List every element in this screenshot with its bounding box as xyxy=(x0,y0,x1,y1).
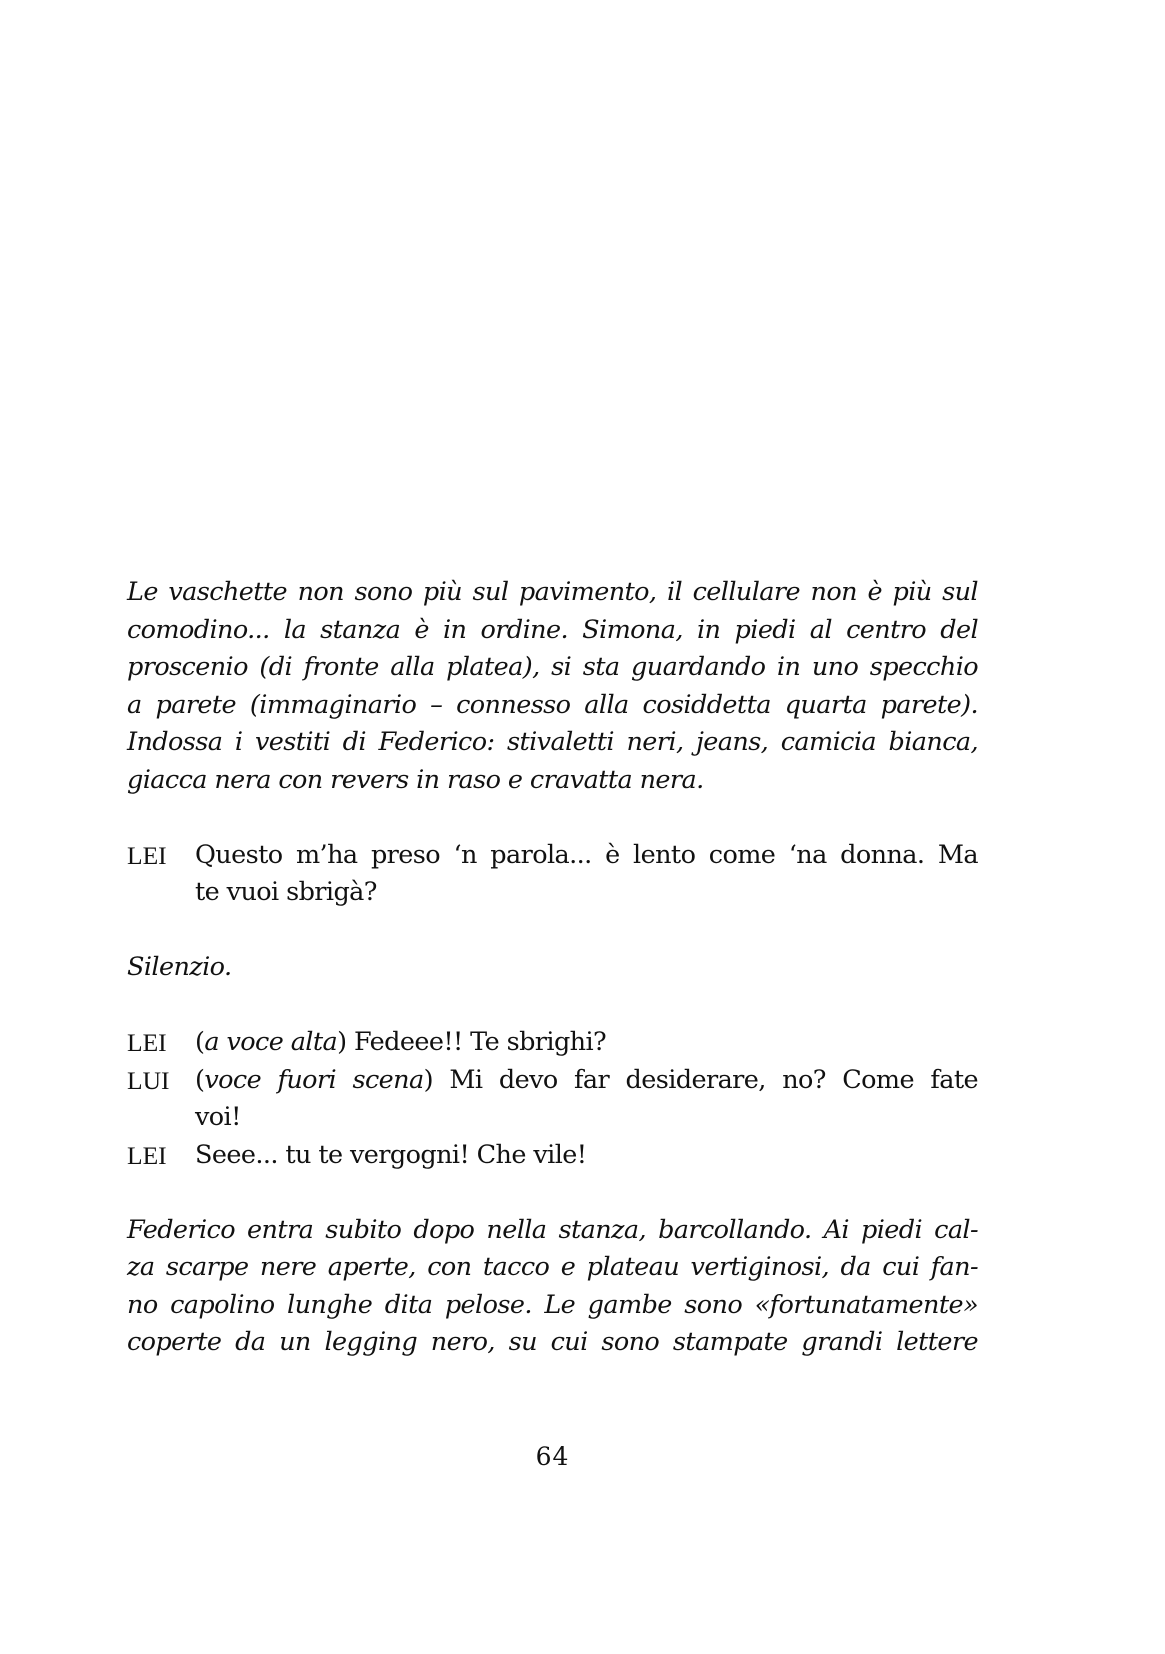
speech-text xyxy=(195,1137,978,1175)
speech-content: Fedeee!! Te sbrighi? xyxy=(353,1027,607,1057)
text-line: coperte da un legging nero, su cui sono stampate grandi lettere xyxy=(127,1327,978,1357)
text-line: voi! xyxy=(195,1102,241,1132)
text-line: Indossa i vestiti di Federico: stivaletti neri, jeans, camicia bianca, xyxy=(127,727,978,757)
speaker-label: LEI xyxy=(127,1140,167,1170)
text-line: Federico entra subito dopo nella stanza, barcollando. Ai piedi cal- xyxy=(127,1214,978,1245)
stage-direction-silence: Silenzio. xyxy=(127,952,232,982)
text-line: Le vaschette non sono più sul pavimento, il cellulare non è più sul xyxy=(127,577,978,607)
text-line: (a voce alta) Fedeee!! Te sbrighi? xyxy=(195,1027,607,1057)
stage-direction-opening xyxy=(127,574,978,799)
text-line: comodino... la stanza è in ordine. Simona, in piedi al centro del xyxy=(127,614,978,645)
text-line: za scarpe nere aperte, con tacco e plateau vertiginosi, da cui fan- xyxy=(127,1252,978,1282)
text-line: Questo m’ha preso ‘n parola... è lento come ‘na donna. Ma xyxy=(195,839,978,870)
dialogue-line xyxy=(127,837,978,912)
speech-text xyxy=(195,1062,978,1137)
text-line: no capolino lunghe dita pelose. Le gambe sono «fortunatamente» xyxy=(127,1289,978,1320)
text-line: a parete (immaginario – connesso alla cosiddetta quarta parete). xyxy=(127,689,978,720)
inline-stage-direction: voce fuori scena xyxy=(204,1064,424,1095)
text-line: (voce fuori scena) Mi devo far desiderare, no? Come fate xyxy=(195,1064,978,1095)
paragraph-gap xyxy=(127,987,978,1025)
speech-content: Mi devo far desiderare, no? Come fate xyxy=(449,1064,978,1095)
dialogue-line xyxy=(127,1024,978,1062)
speaker-label: LUI xyxy=(127,1065,170,1095)
speaker-label: LEI xyxy=(127,1028,167,1057)
text-line: Seee... tu te vergogni! Che vile! xyxy=(195,1139,587,1170)
inline-stage-direction: a voce alta xyxy=(204,1027,338,1057)
text-block xyxy=(127,574,978,1362)
stage-direction-federico-enters xyxy=(127,1212,978,1362)
paragraph-gap xyxy=(127,799,978,837)
paragraph-gap xyxy=(127,912,978,950)
speech-text xyxy=(195,837,978,912)
text-line: giacca nera con revers in raso e cravatta nera. xyxy=(127,764,704,795)
paragraph-gap xyxy=(127,1174,978,1212)
speaker-label: LEI xyxy=(127,840,167,870)
dialogue-line xyxy=(127,1137,978,1175)
text-line: te vuoi sbrigà? xyxy=(195,877,377,907)
text-line: proscenio (di fronte alla platea), si sta guardando in uno specchio xyxy=(127,652,978,682)
page-number: 64 xyxy=(535,1442,570,1471)
dialogue-line xyxy=(127,1062,978,1137)
speech-text xyxy=(195,1024,978,1062)
